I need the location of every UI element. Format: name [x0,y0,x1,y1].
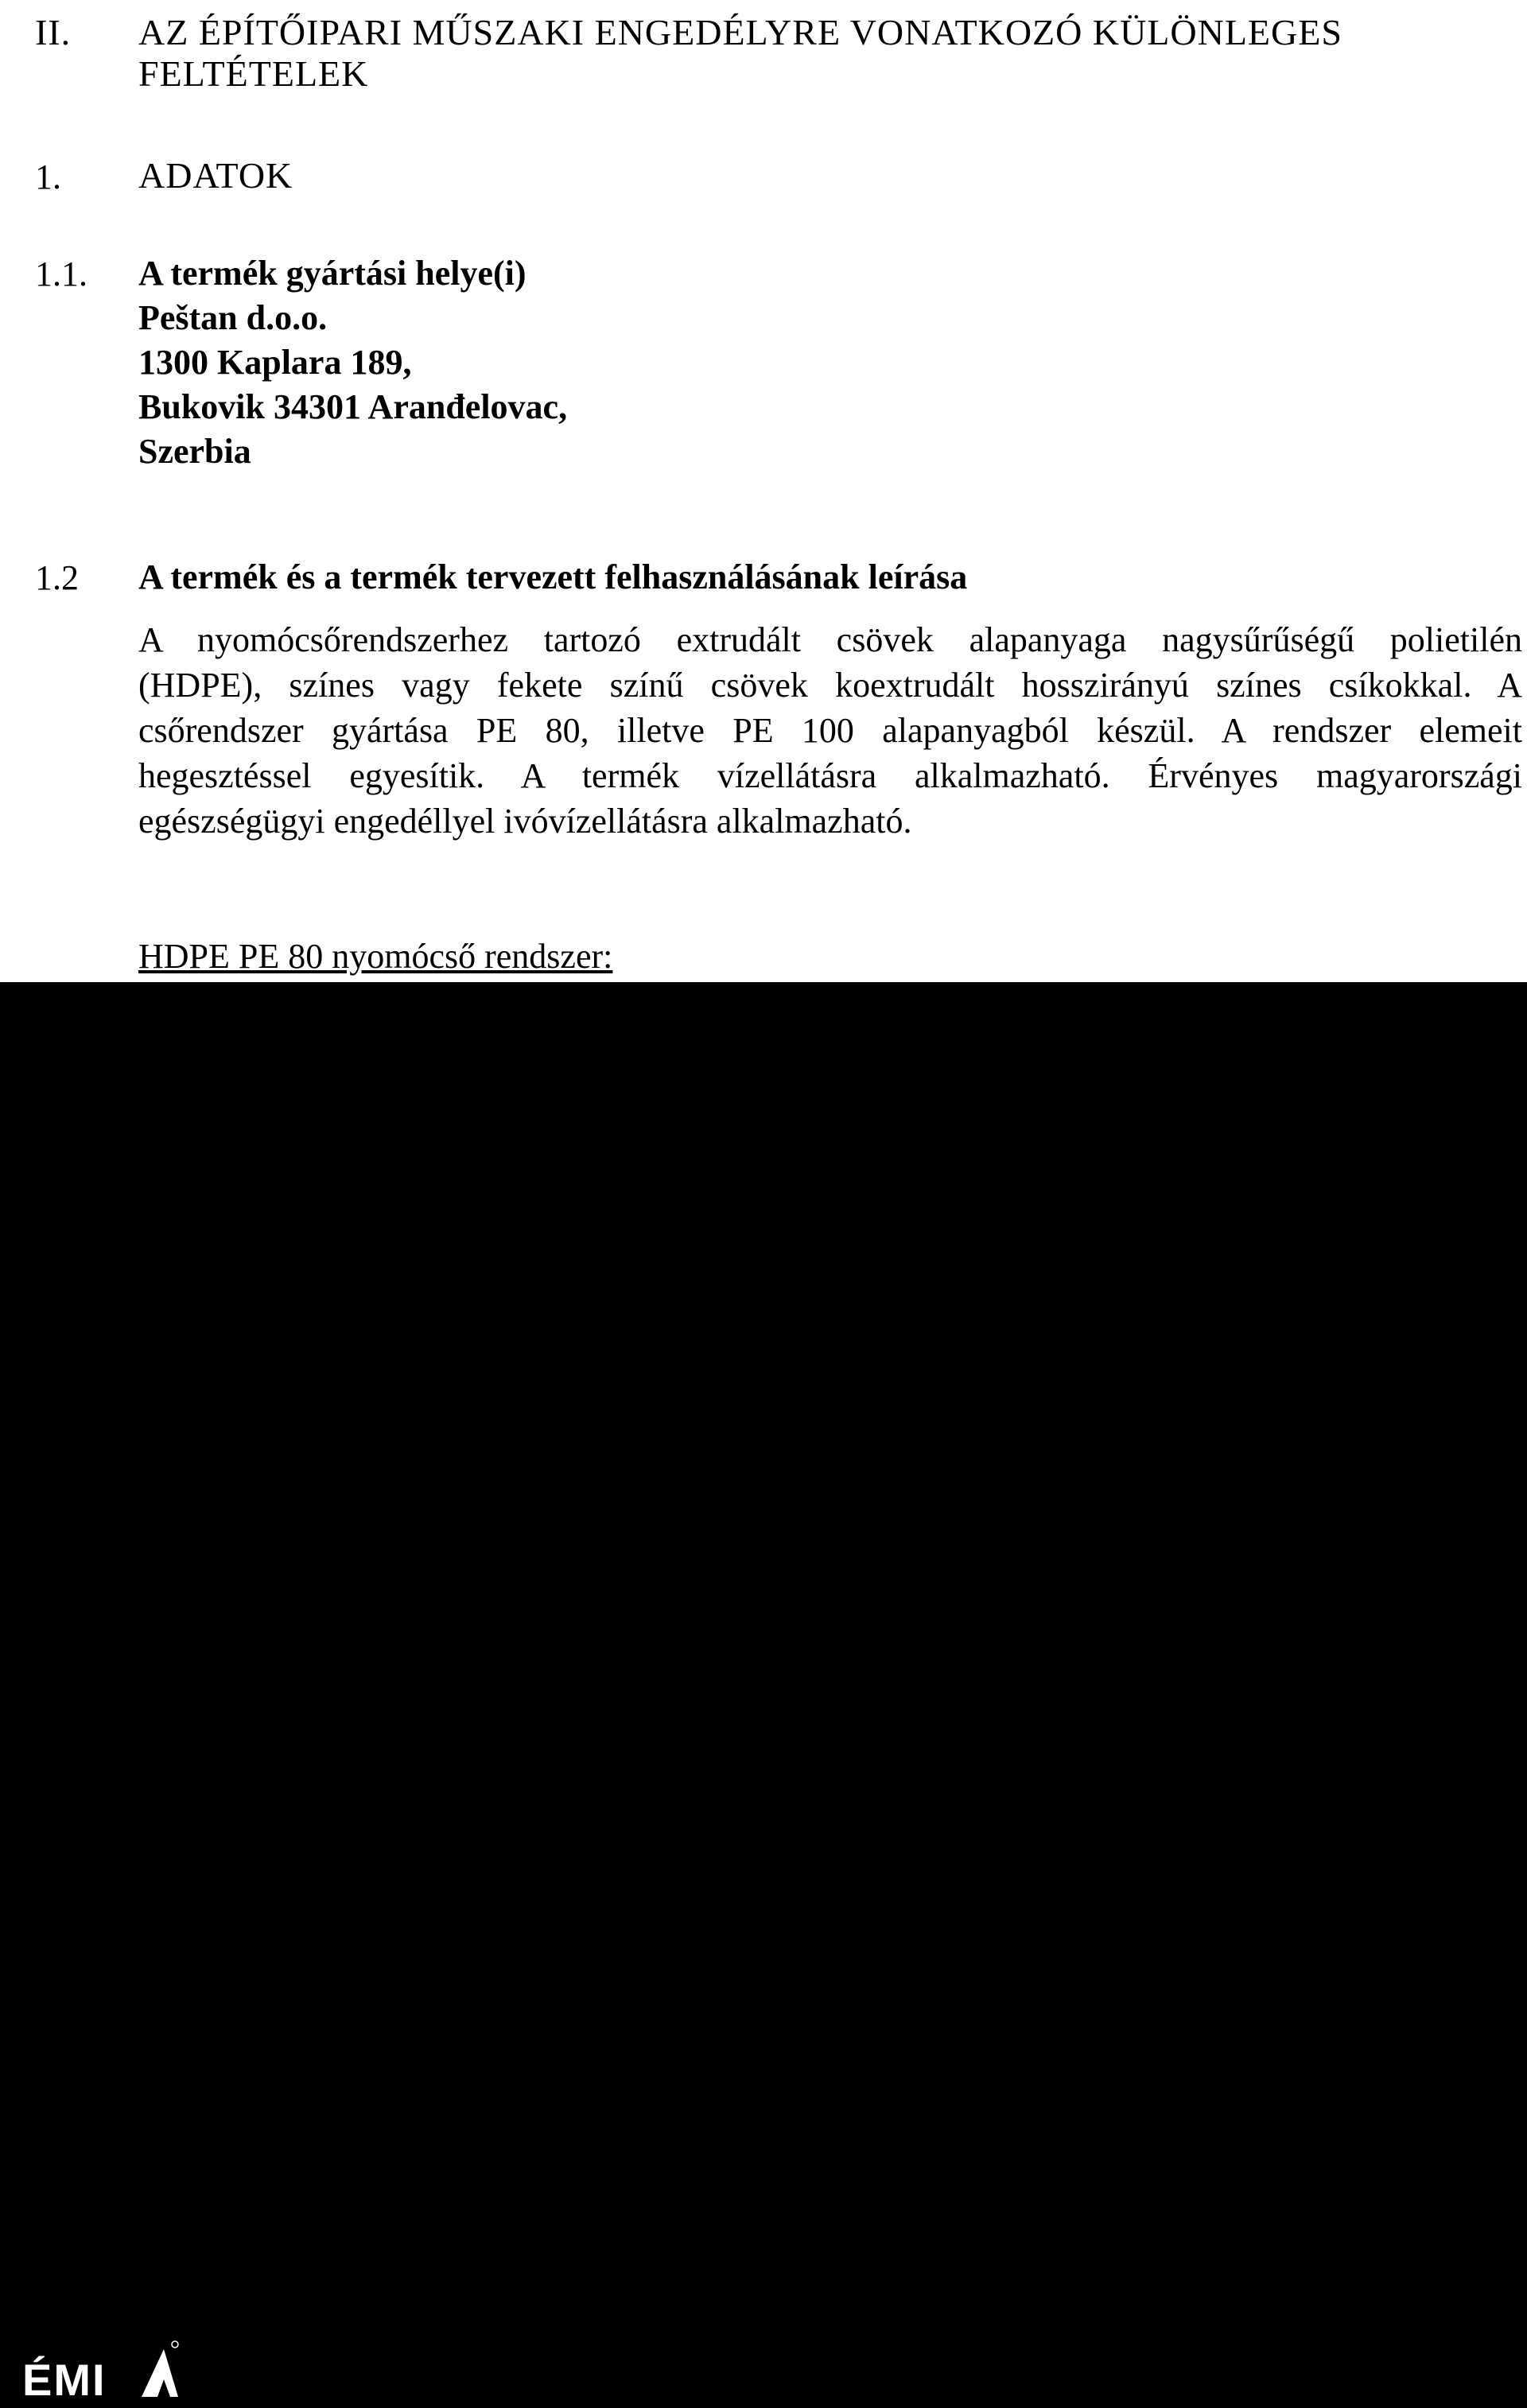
sub11-number: 1.1. [35,254,87,293]
address-line-1: Peštan d.o.o. [138,298,328,337]
table2-header-pressure [692,1597,994,1660]
registered-mark-icon [172,2341,178,2348]
address-line-4: Szerbia [138,432,251,471]
table2-header-stiffness [1090,1602,1392,1665]
table2-header-stiffness-line2: gyűrűmerevség [1152,1634,1330,1664]
table1-header-stiffness-line1: Névleges [1190,1122,1292,1152]
redacted-black-area [0,982,1527,2408]
address-line-3: Bukovik 34301 Aranđelovac, [138,387,568,426]
table1-caption: HDPE PE 80 nyomócső rendszer: [138,937,613,976]
table1-header-diameter: Átmérő [210,1117,299,1147]
sub12-number: 1.2 [35,558,79,597]
emi-logo-text: ÉMI [22,2355,107,2403]
table1-header-sdr-line1: Szabványos [457,1117,593,1147]
address-line-2: 1300 Kaplara 189, [138,343,412,382]
table1-header-pressure [692,1117,994,1180]
table2-header-sdr-line1: Szabványos [457,1598,593,1627]
table1-header-pressure-line1: Üzemi megengedett [729,1117,957,1147]
table1-header-sdr-line2: méretarány [457,1149,593,1179]
table2-header-diameter: Átmérő [210,1598,299,1627]
table2-header-pressure-line1: Üzemi megengedett [729,1598,957,1627]
description-paragraph [138,617,1522,844]
table2-sdr-value-2: SDR11 [440,1823,519,1853]
table2-header-sdr-line2: méretarány [457,1629,593,1659]
table1-header-sdr [406,1117,644,1180]
paragraph-line-4: hegesztéssel egyesítik. A termék vízellátásra alkalmazható. Érvényes magyarországi [138,756,1522,795]
table2-header-stiffness-line1: Névleges [1190,1602,1292,1632]
table2-header-sdr [406,1597,644,1660]
section-roman-numeral: II. [35,12,72,52]
paragraph-line-2: (HDPE), színes vagy fekete színű csövek koextrudált hosszirányú színes csíkokkal. A [138,666,1522,705]
emi-logo-triangle [142,2349,178,2397]
emi-logo [22,2340,181,2403]
table1-header-stiffness [1090,1121,1392,1185]
paragraph-line-1: A nyomócsőrendszerhez tartozó extrudált csövek alapanyaga nagysűrűségű polietilén [138,620,1522,659]
table2-sdr-value-1: SDR17 [440,1754,520,1783]
table1-header-stiffness-line2: gyűrűmerevség [1152,1154,1330,1183]
emi-logo-graphic [22,2340,181,2403]
sub12-title: A termék és a termék tervezett felhasználásának leírása [138,557,968,596]
sub1-number: 1. [35,157,61,196]
paragraph-line-3: csőrendszer gyártása PE 80, illetve PE 100 alapanyagból készül. A rendszer elemeit [138,711,1522,750]
table2-header-pressure-line2: nyomás [798,1629,888,1659]
sub11-title: A termék gyártási helye(i) [138,254,526,293]
sub1-title: ADATOK [138,155,293,196]
table1-header-pressure-line2: nyomás [798,1149,888,1179]
paragraph-line-5: egészségügyi engedéllyel ivóvízellátásra alkalmazható. [138,802,912,841]
section-title-line1: AZ ÉPÍTŐIPARI MŰSZAKI ENGEDÉLYRE VONATKOZÓ KÜLÖNLEGES [138,12,1342,52]
section-title-line2: FELTÉTELEK [138,53,369,94]
